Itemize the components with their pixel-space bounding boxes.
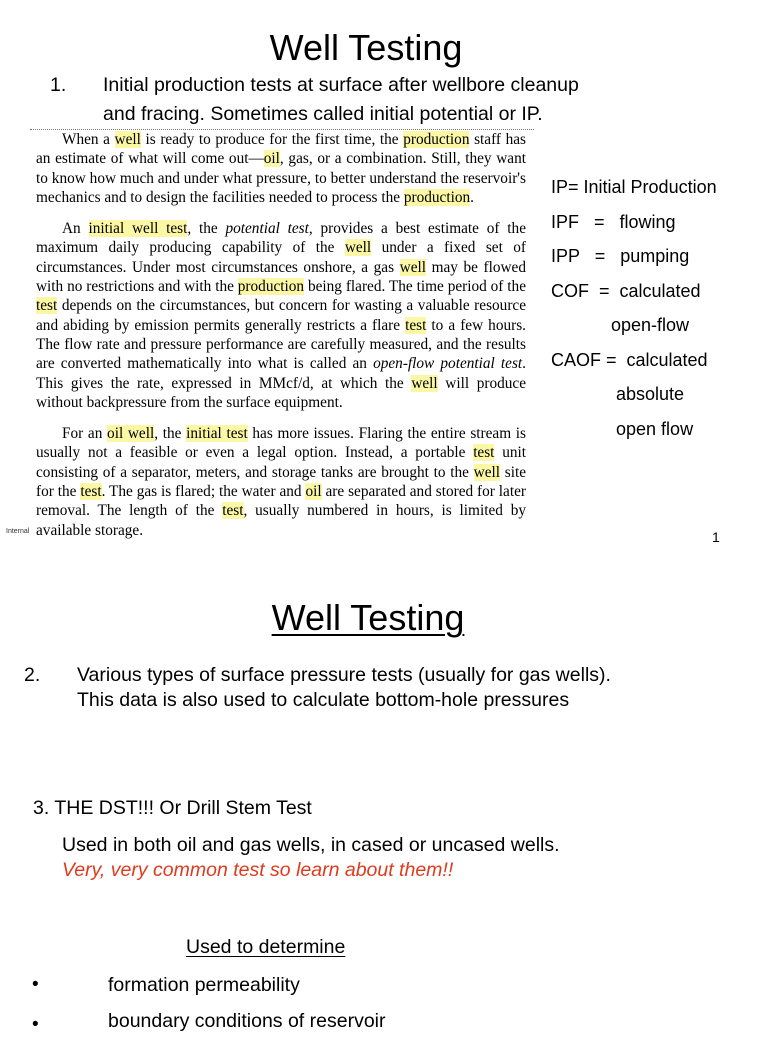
slide2-title: Well Testing — [271, 597, 465, 638]
abbr-cof-cont: open-flow — [551, 315, 690, 335]
bullet-permeability: formation permeability — [108, 974, 300, 996]
highlight: initial test — [186, 425, 248, 443]
item2-text-line2: This data is also used to calculate bottom-hole pressures — [77, 689, 570, 711]
abbr-cof: COF = calculated — [551, 280, 701, 301]
item1-text-line1: Initial production tests at surface after wellbore cleanup — [103, 74, 579, 96]
abbr-caof-cont2: open flow — [551, 418, 694, 439]
item2-text-line1: Various types of surface pressure tests (usually for gas wells). — [77, 664, 611, 686]
highlight: production — [237, 278, 305, 296]
abbreviation-list — [551, 170, 717, 446]
highlight: test — [405, 316, 427, 334]
internal-classification-tag: Internal — [6, 528, 30, 535]
highlight: well — [114, 131, 141, 148]
highlight: production — [403, 131, 470, 148]
item3-text: Used in both oil and gas wells, in cased or uncased wells. — [62, 834, 560, 856]
abbr-ipp: IPP = pumping — [551, 246, 690, 266]
highlight: oil — [305, 483, 322, 501]
highlight: well — [411, 374, 438, 392]
abbr-caof-cont1: absolute — [551, 384, 685, 404]
abbr-ip: IP= Initial Production — [551, 177, 717, 197]
item2-number: 2. — [24, 664, 41, 686]
bullet-boundary-conditions: boundary conditions of reservoir — [108, 1010, 386, 1032]
scanned-book-excerpt — [30, 130, 534, 576]
item1-number: 1. — [50, 74, 67, 96]
slide1-title: Well Testing — [269, 27, 463, 68]
highlight: oil — [263, 150, 280, 168]
page-number: 1 — [712, 529, 720, 545]
highlight: production — [403, 188, 471, 206]
abbr-ipf: IPF = flowing — [551, 211, 676, 232]
highlight: test — [36, 297, 58, 315]
highlight: test — [473, 444, 495, 462]
excerpt-paragraph-2: An initial well test, the potential test, provides a best estimate of the maximum daily producing capability of the well under a fixed set of circumstances. Under most circumstances onshore, a gas well may be flowed with no restrictions and with the production being flared. The time period of the test depends on the circumstances, but concern for wasting a valuable resource and abiding by emission permits generally restricts a flare test to a few hours. The flow rate and pressure performance are carefully measured, and the results are converted mathematically into what is called an open-flow potential test. This gives the rate, expressed in MMcf/d, at which the well will produce without backpressure from the surface equipment. — [36, 220, 526, 411]
bullet-glyph: • — [32, 974, 39, 995]
highlight: well — [399, 258, 426, 276]
highlight: well — [473, 463, 500, 481]
determine-heading: Used to determine — [186, 936, 346, 958]
abbr-caof: CAOF = calculated — [551, 349, 708, 370]
item3-heading: 3. THE DST!!! Or Drill Stem Test — [33, 797, 312, 819]
highlight: test — [222, 502, 244, 520]
highlight: initial well test — [88, 220, 188, 238]
excerpt-paragraph-3: For an oil well, the initial test has more issues. Flaring the entire stream is usually not a feasible or even a legal option. Instead, a portable test unit consisting of a separator, meters, and storage tanks are brought to the well site for the test. The gas is flared; the water and oil are separated and stored for later removal. The length of the test, usually numbered in hours, is limited by available storage. — [36, 425, 527, 539]
item3-emphasis: Very, very common test so learn about them!! — [62, 859, 454, 881]
excerpt-paragraph-1: When a well is ready to produce for the first time, the production staff has an estimate of what will come out—oil, gas, or a combination. Still, they want to know how much and under what pressure, to better understand the reservoir's mechanics and to design the facilities needed to process the production. — [36, 131, 526, 206]
bullet-glyph: • — [32, 1014, 39, 1035]
highlight: well — [344, 239, 372, 257]
item1-text-line2: and fracing. Sometimes called initial potential or IP. — [103, 103, 543, 125]
highlight: test — [80, 483, 102, 501]
highlight: oil well — [107, 425, 155, 443]
